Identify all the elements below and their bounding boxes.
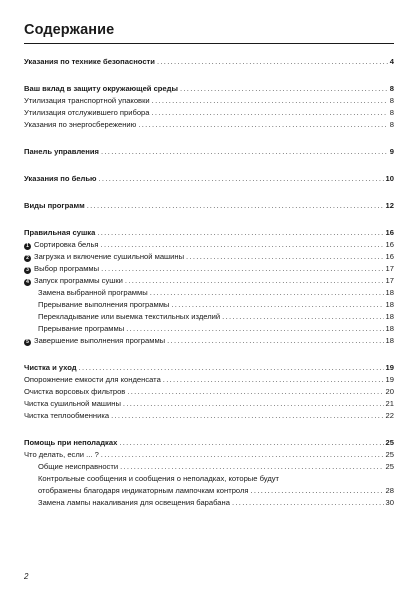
toc-entry-label: Указания по технике безопасности — [24, 57, 155, 66]
toc-page-number: 8 — [389, 108, 394, 117]
leader-dots — [167, 335, 383, 347]
toc-entry-change-program[interactable] — [38, 287, 394, 299]
leader-dots — [152, 107, 388, 119]
leader-dots — [163, 374, 384, 386]
toc-entry-safety[interactable] — [24, 56, 394, 68]
toc-entry-start-drying[interactable] — [24, 275, 394, 287]
leader-dots — [87, 200, 384, 212]
leader-dots — [232, 497, 384, 509]
toc-entry-disposal[interactable] — [24, 107, 394, 119]
toc-entry-label: Указания по энергосбережению — [24, 120, 137, 129]
toc-page-number: 28 — [385, 486, 394, 495]
toc-entry-troubleshooting[interactable] — [24, 437, 394, 449]
toc-entry-label: Правильная сушка — [24, 228, 96, 237]
leader-dots — [180, 83, 388, 95]
toc-page-number: 18 — [385, 324, 394, 333]
toc-entry-drum-lamp[interactable] — [38, 497, 394, 509]
step-number-icon: 5 — [24, 339, 31, 346]
toc-page-number: 22 — [385, 411, 394, 420]
leader-dots — [138, 119, 387, 131]
toc-entry-label: Виды программ — [24, 201, 85, 210]
toc-entry-label: Очистка ворсовых фильтров — [24, 387, 126, 396]
step-number-icon: 2 — [24, 255, 31, 262]
toc-entry-what-to-do[interactable] — [24, 449, 394, 461]
toc-page-number: 8 — [389, 96, 394, 105]
toc-entry-label: Утилизация отслужившего прибора — [24, 108, 150, 117]
toc-entry-label: Указания по белью — [24, 174, 97, 183]
toc-entry-label: Чистка сушильной машины — [24, 399, 121, 408]
toc-entry-line — [38, 473, 394, 485]
toc-entry-label: Что делать, если ... ? — [24, 450, 99, 459]
toc-entry-cleaning-care[interactable] — [24, 362, 394, 374]
toc-page-number: 10 — [385, 174, 394, 183]
toc-page-number: 8 — [389, 84, 394, 93]
leader-dots — [119, 437, 383, 449]
leader-dots — [101, 449, 384, 461]
toc-page-number: 25 — [385, 450, 394, 459]
toc-entry-control-panel[interactable] — [24, 146, 394, 158]
toc-entry-text: Загрузка и включение сушильной машины — [34, 252, 185, 261]
toc-page-number: 4 — [389, 57, 394, 66]
toc-page-number: 18 — [385, 336, 394, 345]
leader-dots — [79, 362, 384, 374]
leader-dots — [98, 173, 383, 185]
leader-dots — [126, 323, 383, 335]
leader-dots — [222, 311, 383, 323]
leader-dots — [251, 485, 384, 497]
toc-entry-label — [24, 251, 184, 263]
toc-entry-label: Замена лампы накаливания для освещения барабана — [38, 498, 230, 507]
toc-entry-line — [38, 485, 394, 497]
toc-entry-label: Помощь при неполадках — [24, 438, 118, 447]
toc-entry-programs[interactable] — [24, 200, 394, 212]
toc-entry-text: Выбор программы — [34, 264, 100, 273]
toc-page-number: 19 — [385, 363, 394, 372]
step-number-icon: 1 — [24, 243, 31, 250]
leader-dots — [101, 146, 388, 158]
toc-page-number: 18 — [385, 312, 394, 321]
toc-entry-general-faults[interactable] — [38, 461, 394, 473]
toc-entry-label: Контрольные сообщения и сообщения о неполадках, которые будут — [38, 474, 280, 483]
toc-page-number: 16 — [385, 228, 394, 237]
toc-entry-label: отображены благодаря индикаторным лампочкам контроля — [38, 486, 249, 495]
page-number: 2 — [24, 572, 29, 581]
leader-dots — [171, 299, 383, 311]
toc-entry-proper-drying[interactable] — [24, 227, 394, 239]
toc-entry-packaging[interactable] — [24, 95, 394, 107]
toc-entry-empty-condensate[interactable] — [24, 374, 394, 386]
toc-entry-clean-dryer[interactable] — [24, 398, 394, 410]
toc-entry-label — [24, 239, 99, 251]
toc-page-number: 18 — [385, 300, 394, 309]
toc-page-number: 16 — [385, 240, 394, 249]
toc-entry-text: Сортировка белья — [34, 240, 99, 249]
toc-page-number: 19 — [385, 375, 394, 384]
toc-entry-control-messages[interactable] — [38, 473, 394, 497]
leader-dots — [157, 56, 388, 68]
leader-dots — [120, 461, 383, 473]
toc-page-number: 20 — [385, 387, 394, 396]
toc-entry-laundry-notes[interactable] — [24, 173, 394, 185]
toc-entry-label: Опорожнение емкости для конденсата — [24, 375, 161, 384]
toc-entry-label: Панель управления — [24, 147, 99, 156]
toc-entry-text: Завершение выполнения программы — [34, 336, 166, 345]
toc-page-number: 16 — [385, 252, 394, 261]
toc-entry-finish-program[interactable] — [24, 335, 394, 347]
step-number-icon: 3 — [24, 267, 31, 274]
toc-entry-label: Общие неисправности — [38, 462, 119, 471]
leader-dots — [101, 263, 383, 275]
toc-page-number: 18 — [385, 288, 394, 297]
toc-entry-heat-exchanger[interactable] — [24, 410, 394, 422]
toc-entry-energy-saving[interactable] — [24, 119, 394, 131]
toc-entry-label: Чистка теплообменника — [24, 411, 110, 420]
leader-dots — [150, 287, 384, 299]
toc-entry-label: Ваш вклад в защиту окружающей среды — [24, 84, 178, 93]
toc-entry-interrupt-execution[interactable] — [38, 299, 394, 311]
leader-dots — [127, 386, 383, 398]
toc-entry-label — [24, 335, 165, 347]
page-title: Содержание — [24, 22, 115, 38]
leader-dots — [101, 239, 384, 251]
toc-entry-label: Перекладывание или выемка текстильных изделий — [38, 312, 221, 321]
leader-dots — [123, 398, 384, 410]
toc-entry-label — [24, 263, 99, 275]
toc-entry-label: Замена выбранной программы — [38, 288, 148, 297]
toc-page-number: 25 — [385, 438, 394, 447]
toc-entry-label: Чистка и уход — [24, 363, 77, 372]
step-number-icon: 4 — [24, 279, 31, 286]
toc-entry-rearrange-textiles[interactable] — [38, 311, 394, 323]
toc-page-number: 21 — [385, 399, 394, 408]
toc-page-number: 17 — [385, 264, 394, 273]
toc-entry-label: Прерывание выполнения программы — [38, 300, 170, 309]
toc-page-number: 25 — [385, 462, 394, 471]
toc-page-number: 17 — [385, 276, 394, 285]
toc-page-number: 8 — [389, 120, 394, 129]
toc-page-number: 9 — [389, 147, 394, 156]
leader-dots — [186, 251, 384, 263]
toc-entry-interrupt-program[interactable] — [38, 323, 394, 335]
toc-entry-label — [24, 275, 123, 287]
toc-entry-select-program[interactable] — [24, 263, 394, 275]
toc-entry-lint-filters[interactable] — [24, 386, 394, 398]
toc-entry-text: Запуск программы сушки — [34, 276, 123, 285]
toc-entry-loading[interactable] — [24, 251, 394, 263]
leader-dots — [97, 227, 383, 239]
toc-page-number: 12 — [385, 201, 394, 210]
leader-dots — [111, 410, 383, 422]
leader-dots — [125, 275, 384, 287]
toc-entry-label: Утилизация транспортной упаковки — [24, 96, 150, 105]
toc-entry-sorting[interactable] — [24, 239, 394, 251]
toc-entry-environment[interactable] — [24, 83, 394, 95]
toc-page-number: 30 — [385, 498, 394, 507]
leader-dots — [152, 95, 388, 107]
toc-entry-label: Прерывание программы — [38, 324, 125, 333]
